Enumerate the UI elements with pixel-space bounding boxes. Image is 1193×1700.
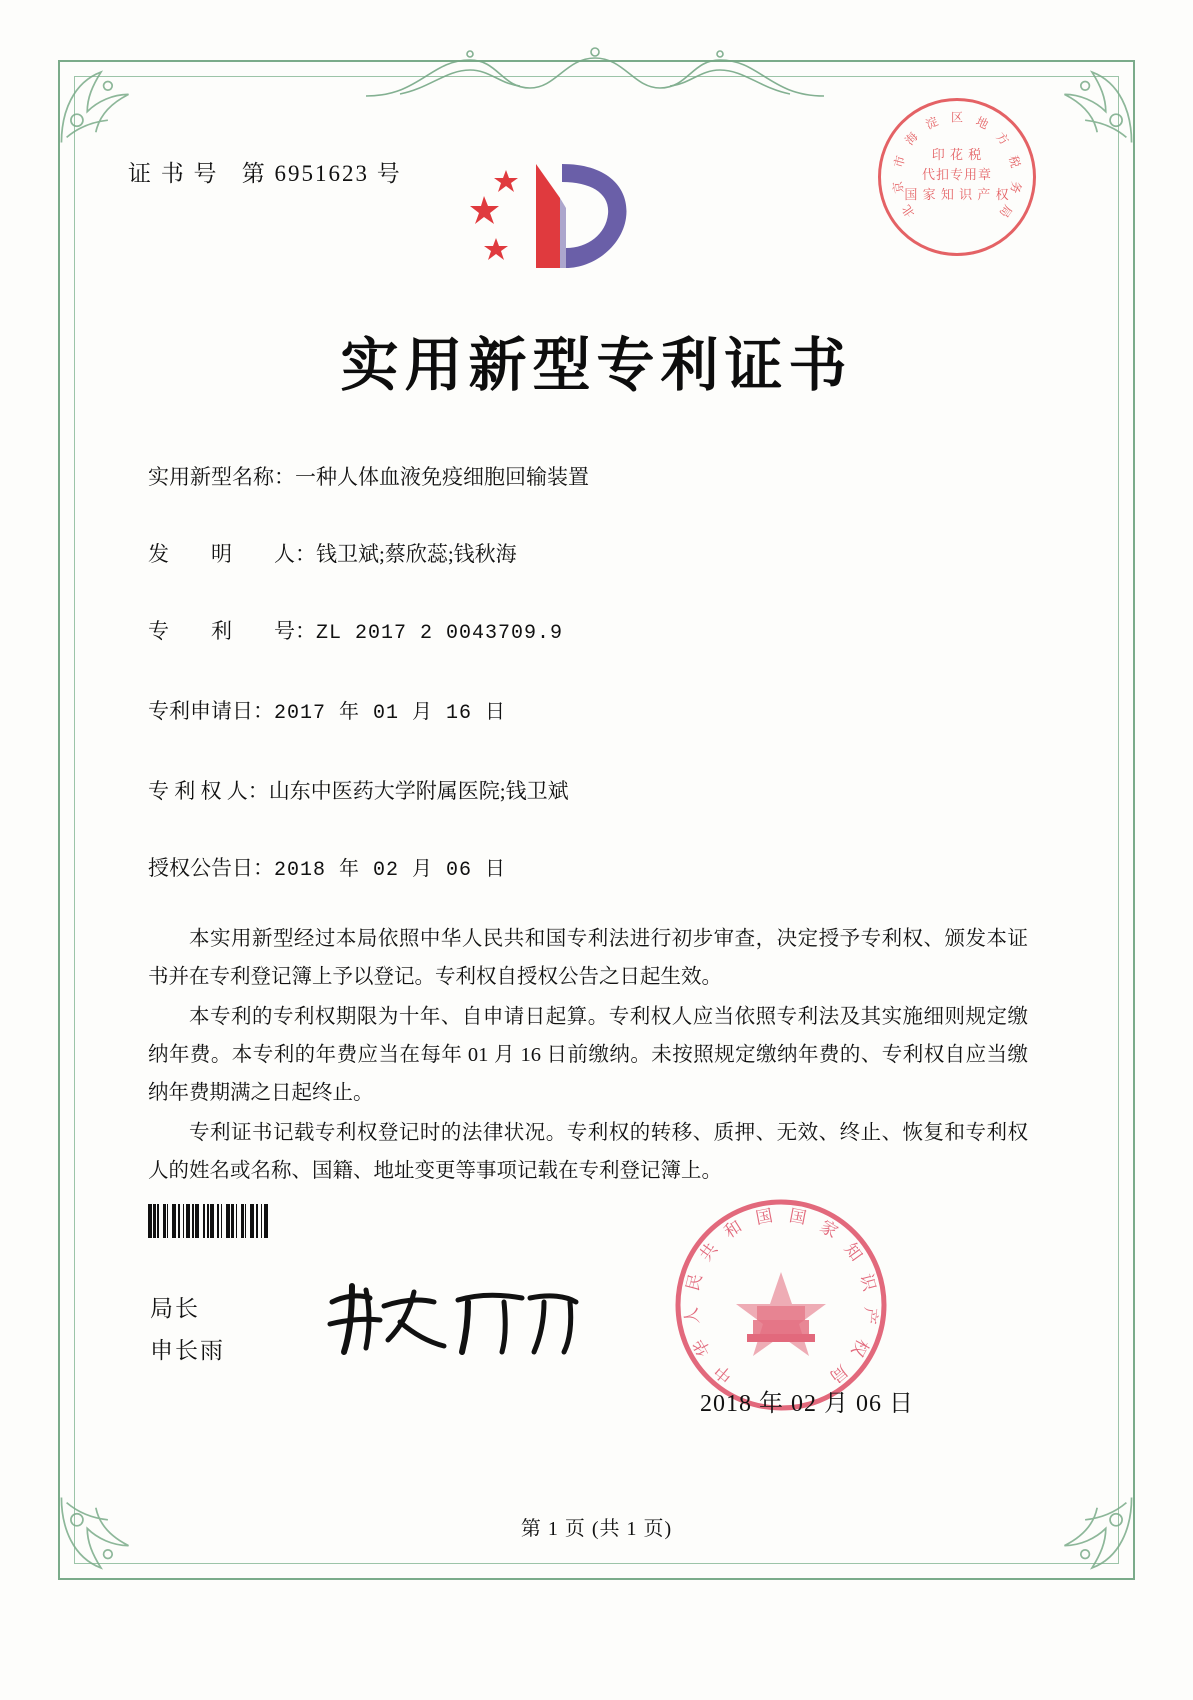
certificate-number-value: 第 6951623 号 (241, 161, 402, 186)
body-text (148, 920, 1028, 1192)
field-row (148, 616, 1048, 649)
page-title: 实用新型专利证书 (340, 331, 853, 399)
field-value: 一种人体血液免疫细胞回输装置 (295, 465, 589, 489)
sipo-logo-icon (470, 150, 660, 285)
national-seal (672, 1196, 890, 1414)
handwritten-signature-icon (318, 1272, 588, 1364)
field-label: 实用新型名称： (148, 465, 295, 489)
tax-stamp-line-3: 国 家 知 识 产 权 (904, 187, 1010, 202)
top-flourish-ornament-icon (360, 44, 830, 104)
corner-ornament-icon (1049, 60, 1135, 146)
certificate-number (128, 155, 402, 188)
field-value: 2017 年 01 月 16 日 (274, 702, 507, 725)
paragraph: 本专利的专利权期限为十年、自申请日起算。专利权人应当依照专利法及其实施细则规定缴纳年费。本专利的年费应当在每年 01 月 16 日前缴纳。未按照规定缴纳年费的、专利权自应当缴纳年费期满之日起终止。 (148, 1006, 1028, 1104)
tax-stamp-line-1: 印 花 税 (931, 147, 983, 162)
field-row (148, 853, 1048, 886)
svg-text:产: 产 (859, 1306, 881, 1326)
paragraph: 专利证书记载专利权登记时的法律状况。专利权的转移、质押、无效、终止、恢复和专利权人的姓名或名称、国籍、地址变更等事项记载在专利登记簿上。 (148, 1122, 1028, 1182)
svg-text:中: 中 (710, 1360, 737, 1387)
field-list (148, 462, 1048, 933)
field-label: 授权公告日： (148, 856, 274, 880)
field-row (148, 539, 1048, 569)
signature-title-label: 局长 (150, 1296, 200, 1321)
svg-text:国: 国 (787, 1206, 808, 1228)
field-label: 专利申请日： (148, 699, 274, 723)
svg-text:民: 民 (682, 1271, 706, 1294)
field-row (148, 696, 1048, 729)
field-value: ZL 2017 2 0043709.9 (316, 622, 564, 645)
paragraph: 本实用新型经过本局依照中华人民共和国专利法进行初步审查，决定授予专利权、颁发本证书并在专利登记簿上予以登记。专利权自授权公告之日起生效。 (148, 928, 1028, 988)
svg-text:知: 知 (840, 1239, 867, 1265)
field-label: 专 利 权 人： (148, 779, 269, 803)
signature-block (150, 1288, 225, 1372)
barcode (148, 1204, 436, 1238)
field-value: 山东中医药大学附属医院;钱卫斌 (268, 779, 569, 803)
tax-stamp (878, 98, 1036, 256)
svg-text:国: 国 (754, 1206, 775, 1228)
certificate-number-label: 证 书 号 (128, 161, 219, 186)
signature-name-label: 申长雨 (150, 1338, 225, 1363)
corner-ornament-icon (58, 60, 144, 146)
tax-stamp-center-text (881, 145, 1033, 205)
field-label: 专 利 号： (148, 619, 316, 643)
svg-text:人: 人 (681, 1306, 703, 1326)
svg-text:权: 权 (847, 1335, 873, 1360)
page-footer: 第 1 页 (共 1 页) (520, 1518, 673, 1540)
svg-text:和: 和 (720, 1216, 746, 1242)
seal-date: 2018 年 02 月 06 日 (700, 1391, 914, 1417)
svg-text:共: 共 (695, 1239, 722, 1265)
field-row (148, 462, 1048, 492)
tax-stamp-ring-text: 北 京 市 海 淀 区 地 方 税 务 局 (890, 110, 1024, 221)
field-value: 2018 年 02 月 06 日 (274, 859, 507, 882)
svg-text:局: 局 (825, 1360, 852, 1387)
tax-stamp-line-2: 代扣专用章 (921, 167, 992, 182)
field-row (148, 776, 1048, 806)
svg-text:识: 识 (856, 1271, 880, 1294)
field-label: 发 明 人： (148, 542, 316, 566)
field-value: 钱卫斌;蔡欣蕊;钱秋海 (316, 542, 517, 566)
svg-text:家: 家 (816, 1216, 842, 1242)
svg-text:华: 华 (689, 1335, 715, 1360)
